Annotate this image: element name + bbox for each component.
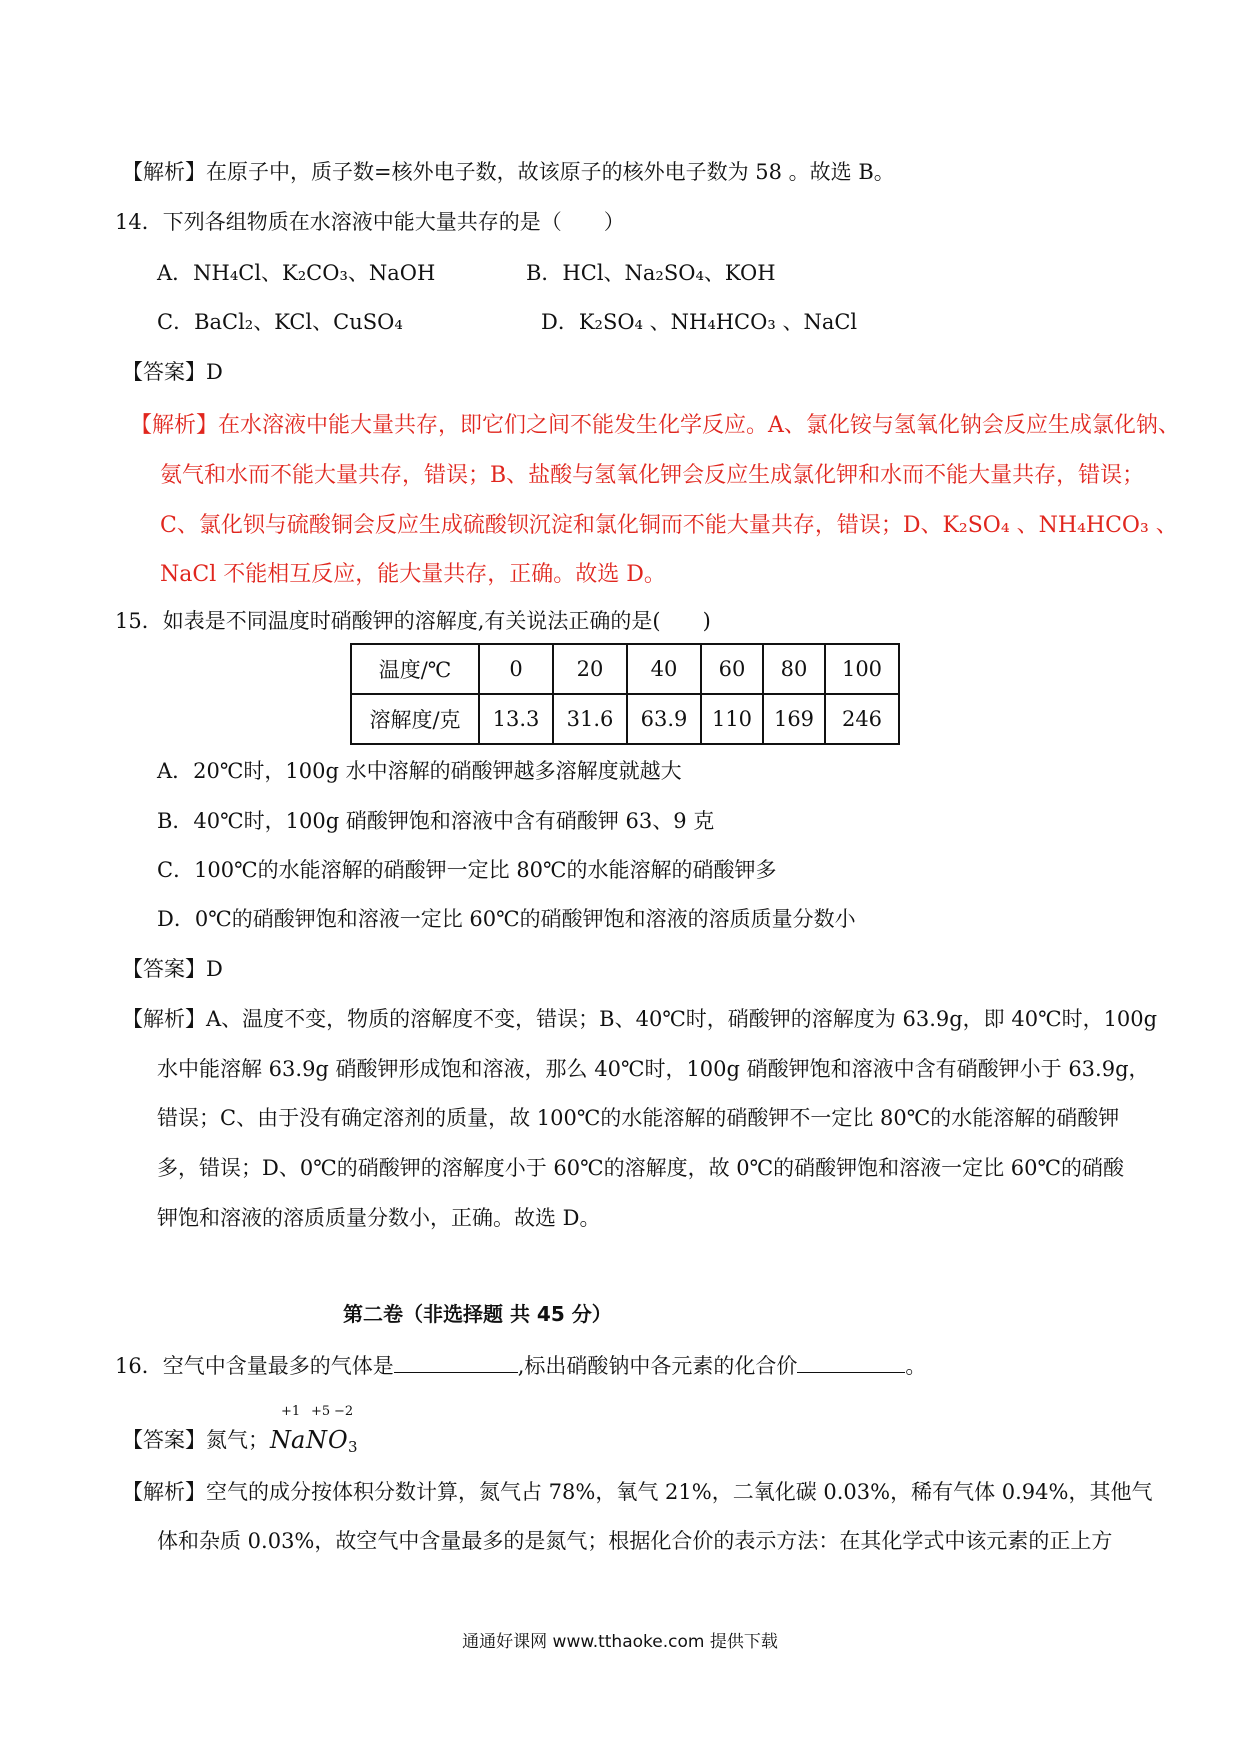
charge-na: +1 xyxy=(281,1404,301,1419)
table-cell: 40 xyxy=(627,644,701,694)
q14-analysis-line-1: 【解析】在水溶液中能大量共存，即它们之间不能发生化学反应。A、氯化铵与氢氧化钠会反应生成氯化钠、 xyxy=(130,413,1180,438)
solubility-table xyxy=(350,643,900,745)
charge-n: +5 xyxy=(311,1404,331,1419)
q16-blank-1[interactable] xyxy=(394,1350,518,1373)
q15-analysis-line-2: 水中能溶解 63.9g 硝酸钾形成饱和溶液，那么 40℃时，100g 硝酸钾饱和溶液中含有硝酸钾小于 63.9g， xyxy=(157,1057,1150,1081)
table-cell: 100 xyxy=(825,644,899,694)
table-row-temperature xyxy=(351,644,899,694)
table-cell: 0 xyxy=(479,644,553,694)
q14-analysis-line-3: C、氯化钡与硫酸铜会反应生成硫酸钡沉淀和氯化铜而不能大量共存，错误；D、K₂SO₄ 、NH₄HCO₃ 、 xyxy=(160,513,1178,538)
table-cell: 60 xyxy=(701,644,763,694)
q15-analysis-line-4: 多，错误；D、0℃的硝酸钾的溶解度小于 60℃的溶解度，故 0℃的硝酸钾饱和溶液一定比 60℃的硝酸 xyxy=(157,1156,1124,1180)
q16-question xyxy=(115,1350,926,1380)
q14-question: 14．下列各组物质在水溶液中能大量共存的是（ ） xyxy=(115,210,625,234)
table-cell: 31.6 xyxy=(553,694,627,744)
q14-analysis-line-4: NaCl 不能相互反应，能大量共存，正确。故选 D。 xyxy=(160,562,666,587)
table-cell: 13.3 xyxy=(479,694,553,744)
table-cell: 63.9 xyxy=(627,694,701,744)
q15-option-c: C．100℃的水能溶解的硝酸钾一定比 80℃的水能溶解的硝酸钾多 xyxy=(157,858,777,882)
table-cell: 80 xyxy=(763,644,825,694)
q14-analysis-line-2: 氨气和水而不能大量共存，错误；B、盐酸与氢氧化钾会反应生成氯化钾和水而不能大量共存，错误； xyxy=(160,463,1145,488)
table-header-solubility: 溶解度/克 xyxy=(351,694,479,744)
charge-o: −2 xyxy=(334,1404,354,1419)
symbol-n: N xyxy=(306,1426,327,1454)
q15-analysis-line-1: 【解析】A、温度不变，物质的溶解度不变，错误；B、40℃时，硝酸钾的溶解度为 63.9g，即 40℃时，100g xyxy=(122,1007,1158,1031)
footer-credit: 通通好课网 www.tthaoke.com 提供下载 xyxy=(462,1632,778,1652)
q16-question-part-1: 16．空气中含量最多的气体是 xyxy=(115,1354,394,1378)
q15-analysis-line-3: 错误；C、由于没有确定溶剂的质量，故 100℃的水能溶解的硝酸钾不一定比 80℃的水能溶解的硝酸钾 xyxy=(157,1106,1120,1130)
table-cell: 110 xyxy=(701,694,763,744)
q16-analysis-line-2: 体和杂质 0.03%，故空气中含量最多的是氮气；根据化合价的表示方法：在其化学式中该元素的正上方 xyxy=(157,1529,1113,1553)
q16-question-part-3: 。 xyxy=(905,1354,927,1378)
table-row-solubility xyxy=(351,694,899,744)
table-cell: 20 xyxy=(553,644,627,694)
q15-option-b: B．40℃时，100g 硝酸钾饱和溶液中含有硝酸钾 63、9 克 xyxy=(157,809,715,833)
table-cell: 169 xyxy=(763,694,825,744)
sodium-nitrate-valence-formula xyxy=(270,1404,390,1464)
symbol-o: O xyxy=(328,1426,348,1454)
q14-option-c: C．BaCl₂、KCl、CuSO₄ xyxy=(157,310,403,334)
section-heading: 第二卷（非选择题 共 45 分） xyxy=(343,1302,612,1326)
table-cell: 246 xyxy=(825,694,899,744)
q15-question: 15．如表是不同温度时硝酸钾的溶解度,有关说法正确的是( ) xyxy=(115,609,711,633)
q14-option-a: A．NH₄Cl、K₂CO₃、NaOH xyxy=(157,261,436,285)
q16-answer-label: 【答案】氮气； xyxy=(122,1428,269,1452)
symbol-na: Na xyxy=(270,1426,306,1454)
subscript-3: 3 xyxy=(348,1438,358,1456)
q14-option-d: D．K₂SO₄ 、NH₄HCO₃ 、NaCl xyxy=(541,310,858,334)
q15-option-a: A．20℃时，100g 水中溶解的硝酸钾越多溶解度就越大 xyxy=(157,759,682,783)
table-header-temperature: 温度/℃ xyxy=(351,644,479,694)
q16-blank-2[interactable] xyxy=(797,1350,905,1373)
q16-question-part-2: ,标出硝酸钠中各元素的化合价 xyxy=(517,1354,798,1378)
q15-analysis-line-5: 钾饱和溶液的溶质质量分数小，正确。故选 D。 xyxy=(157,1206,601,1230)
q14-answer: 【答案】D xyxy=(122,360,223,384)
q13-analysis: 【解析】在原子中，质子数=核外电子数，故该原子的核外电子数为 58 。故选 B。 xyxy=(122,160,895,184)
q14-option-b: B．HCl、Na₂SO₄、KOH xyxy=(526,261,776,285)
q15-answer: 【答案】D xyxy=(122,957,223,981)
q16-analysis-line-1: 【解析】空气的成分按体积分数计算，氮气占 78%，氧气 21%，二氧化碳 0.03%，稀有气体 0.94%，其他气 xyxy=(122,1480,1153,1504)
q15-option-d: D．0℃的硝酸钾饱和溶液一定比 60℃的硝酸钾饱和溶液的溶质质量分数小 xyxy=(157,907,856,931)
